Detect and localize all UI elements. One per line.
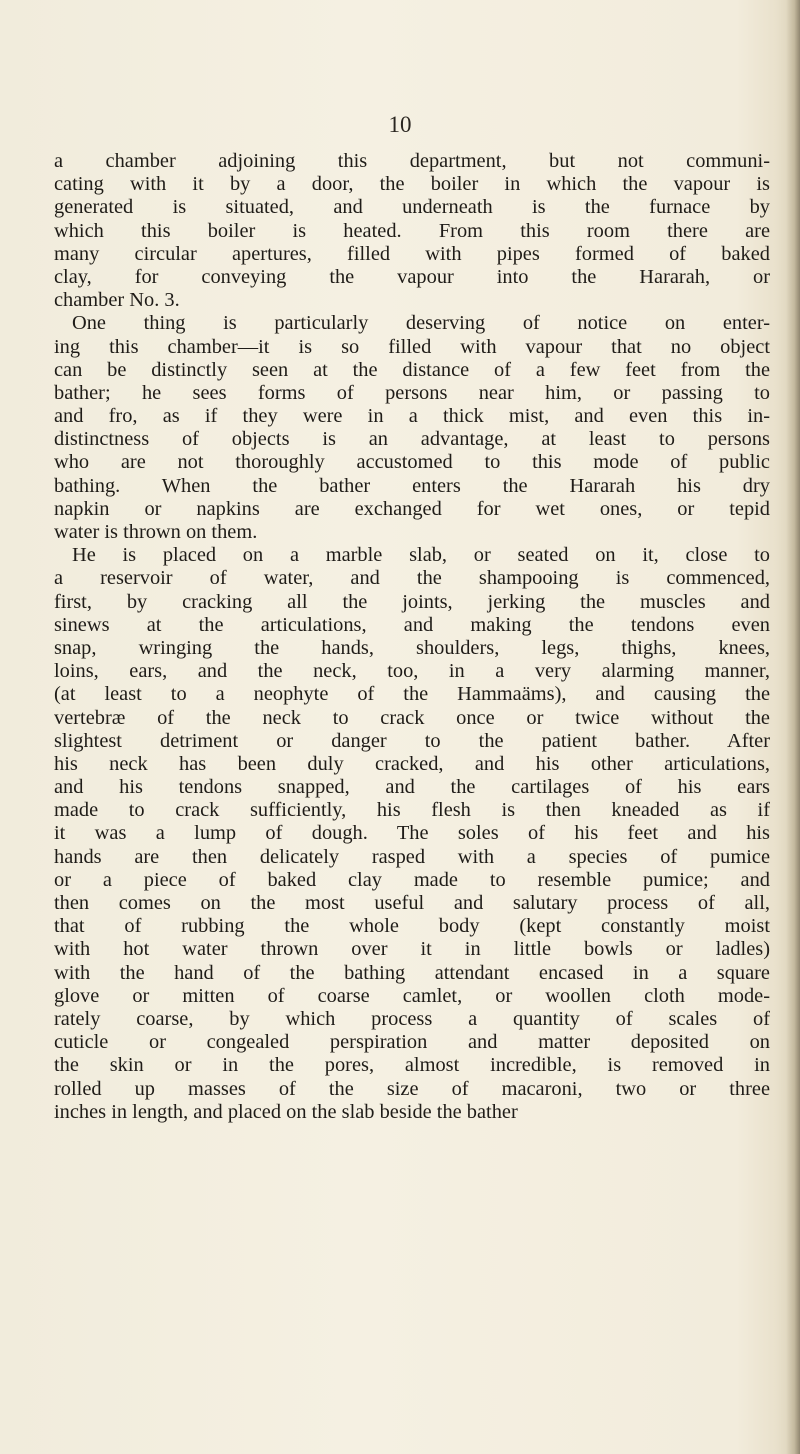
text-line: with the hand of the bathing attendant encased in a square <box>54 961 770 984</box>
text-line: that of rubbing the whole body (kept constantly moist <box>54 915 770 938</box>
text-line: napkin or napkins are exchanged for wet ones, or tepid <box>54 497 770 520</box>
text-line: loins, ears, and the neck, too, in a very alarming manner, <box>54 660 770 683</box>
text-line: One thing is particularly deserving of notice on enter- <box>72 312 770 335</box>
text-line: who are not thoroughly accustomed to this mode of public <box>54 451 770 474</box>
text-line: made to crack sufficiently, his flesh is then kneaded as if <box>54 799 770 822</box>
text-line: it was a lump of dough. The soles of his feet and his <box>54 822 770 845</box>
text-line: ing this chamber—it is so filled with vapour that no object <box>54 335 770 358</box>
text-line: distinctness of objects is an advantage, at least to persons <box>54 428 770 451</box>
text-line: chamber No. 3. <box>54 289 180 312</box>
page-number: 10 <box>388 112 412 137</box>
text-line: then comes on the most useful and salutary process of all, <box>54 892 770 914</box>
text-line: first, by cracking all the joints, jerking the muscles and <box>54 590 770 613</box>
text-line: snap, wringing the hands, shoulders, legs, thighs, knees, <box>54 636 770 659</box>
text-line: with hot water thrown over it in little bowls or ladles) <box>54 938 770 961</box>
text-line: bathing. When the bather enters the Hararah his dry <box>54 474 770 497</box>
text-line: a chamber adjoining this department, but not communi- <box>54 150 770 172</box>
text-line: generated is situated, and underneath is the furnace by <box>54 196 770 219</box>
text-line: clay, for conveying the vapour into the Hararah, or <box>54 265 770 288</box>
text-line: rately coarse, by which process a quantity of scales of <box>54 1007 770 1030</box>
text-line: He is placed on a marble slab, or seated on it, close to <box>72 544 770 567</box>
text-line: (at least to a neophyte of the Hammaäms), and causing the <box>54 683 770 706</box>
text-line: water is thrown on them. <box>54 521 258 543</box>
text-line: and his tendons snapped, and the cartilages of his ears <box>54 776 770 799</box>
text-line: or a piece of baked clay made to resemble pumice; and <box>54 868 770 891</box>
text-line: bather; he sees forms of persons near him, or passing to <box>54 381 770 404</box>
text-line: cuticle or congealed perspiration and matter deposited on <box>54 1031 770 1054</box>
text-line: a reservoir of water, and the shampooing is commenced, <box>54 567 770 590</box>
text-line: rolled up masses of the size of macaroni, two or three <box>54 1077 770 1100</box>
body-text <box>54 150 770 1124</box>
text-line: his neck has been duly cracked, and his other articulations, <box>54 752 770 775</box>
text-line: inches in length, and placed on the slab beside the bather <box>54 1100 518 1123</box>
text-line: vertebræ of the neck to crack once or twice without the <box>54 706 770 729</box>
text-line: many circular apertures, filled with pipes formed of baked <box>54 242 770 265</box>
text-line: and fro, as if they were in a thick mist, and even this in- <box>54 405 770 428</box>
text-line: cating with it by a door, the boiler in which the vapour is <box>54 173 770 196</box>
text-line: can be distinctly seen at the distance of a few feet from the <box>54 358 770 381</box>
text-line: hands are then delicately rasped with a species of pumice <box>54 845 770 868</box>
text-line: the skin or in the pores, almost incredible, is removed in <box>54 1054 770 1077</box>
text-line: sinews at the articulations, and making the tendons even <box>54 613 770 636</box>
text-line: glove or mitten of coarse camlet, or woollen cloth mode- <box>54 984 770 1007</box>
text-line: slightest detriment or danger to the patient bather. After <box>54 729 770 752</box>
page-edge-shadow <box>786 0 800 1454</box>
text-line: which this boiler is heated. From this room there are <box>54 219 770 242</box>
